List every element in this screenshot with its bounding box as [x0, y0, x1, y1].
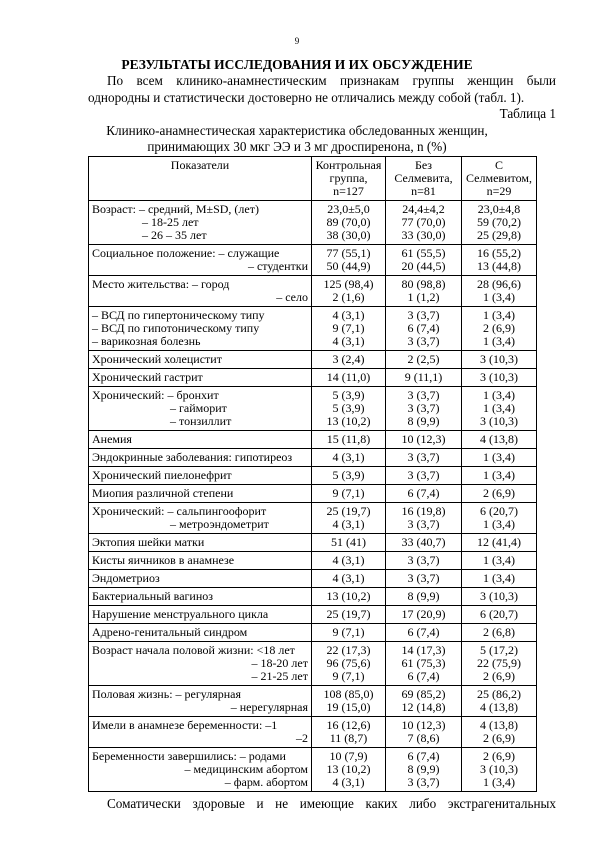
page-number: 9: [294, 36, 300, 46]
value-cell-c2: [386, 570, 462, 588]
value-line: 8 (9,9): [407, 589, 440, 603]
indicator-line: –2: [296, 731, 308, 745]
value-cell-c2: [386, 449, 462, 467]
value-line: 4 (3,1): [332, 571, 365, 585]
value-line: 9 (7,1): [332, 486, 365, 500]
value-cell-c2: [386, 245, 462, 276]
value-line: 3 (3,7): [407, 450, 440, 464]
table-row: [89, 307, 537, 351]
value-line: 3 (10,3): [480, 762, 518, 776]
value-cell-c3: [462, 201, 537, 245]
value-line: 1 (3,4): [483, 334, 515, 348]
value-line: 1 (3,4): [483, 290, 515, 304]
indicator-line: Хронический пиелонефрит: [92, 468, 232, 482]
header-without-selmevit: Без Селмевита, n=81: [386, 157, 462, 201]
row-indicator: [89, 552, 312, 570]
value-line: 9 (11,1): [404, 370, 443, 384]
value-line: 6 (7,4): [407, 669, 440, 683]
value-line: 2 (1,6): [332, 290, 365, 304]
value-cell-c1: [312, 534, 386, 552]
value-line: 33 (30,0): [401, 228, 446, 242]
value-cell-c1: [312, 201, 386, 245]
value-line: 6 (7,4): [407, 749, 440, 763]
value-line: 4 (13,8): [480, 432, 518, 446]
table-row: [89, 642, 537, 686]
table-row: [89, 449, 537, 467]
indicator-line: Возраст: – средний, M±SD, (лет): [92, 202, 259, 216]
value-line: 50 (44,9): [326, 259, 371, 273]
table-row: [89, 245, 537, 276]
table-row: [89, 351, 537, 369]
value-line: 10 (12,3): [401, 432, 446, 446]
row-indicator: [89, 717, 312, 748]
indicator-line: – 18-20 лет: [251, 656, 308, 670]
value-cell-c3: [462, 534, 537, 552]
value-line: 3 (3,7): [407, 571, 440, 585]
value-cell-c2: [386, 748, 462, 792]
value-line: 14 (17,3): [401, 643, 446, 657]
value-line: 10 (12,3): [401, 718, 446, 732]
value-cell-c2: [386, 717, 462, 748]
intro-line-2: однородны и статистически достоверно не отличались между собой (табл. 1).: [88, 90, 525, 105]
value-cell-c3: [462, 717, 537, 748]
value-cell-c1: [312, 717, 386, 748]
indicator-line: Хронический: – бронхит: [92, 388, 219, 402]
value-cell-c3: [462, 449, 537, 467]
value-line: 16 (19,8): [401, 504, 446, 518]
table-row: [89, 276, 537, 307]
value-line: 5 (3,9): [332, 388, 365, 402]
value-line: 2 (6,9): [483, 731, 515, 745]
value-cell-c3: [462, 467, 537, 485]
value-line: 3 (10,3): [480, 589, 518, 603]
value-cell-c1: [312, 748, 386, 792]
indicator-line: – медицинским абортом: [184, 762, 308, 776]
value-line: 3 (3,7): [407, 775, 440, 789]
value-line: 23,0±4,8: [477, 202, 521, 216]
indicator-line: – 21-25 лет: [251, 669, 308, 683]
indicator-line: Хронический гастрит: [92, 370, 203, 384]
value-cell-c1: [312, 588, 386, 606]
value-cell-c1: [312, 307, 386, 351]
value-line: 22 (75,9): [477, 656, 521, 670]
value-line: 80 (98,8): [401, 277, 446, 291]
value-line: 9 (7,1): [332, 625, 365, 639]
value-cell-c1: [312, 449, 386, 467]
value-cell-c1: [312, 503, 386, 534]
value-line: 13 (10,2): [326, 589, 371, 603]
value-line: 12 (41,4): [477, 535, 521, 549]
value-line: 3 (3,7): [407, 553, 440, 567]
value-cell-c1: [312, 431, 386, 449]
row-indicator: [89, 503, 312, 534]
row-indicator: [89, 449, 312, 467]
indicator-line: – метроэндометрит: [170, 517, 269, 531]
table-row: [89, 431, 537, 449]
value-cell-c1: [312, 245, 386, 276]
value-line: 14 (11,0): [326, 370, 371, 384]
value-line: 2 (2,5): [407, 352, 440, 366]
indicator-line: – 18-25 лет: [142, 215, 199, 229]
value-line: 3 (3,7): [407, 388, 440, 402]
value-line: 8 (9,9): [407, 762, 440, 776]
indicator-line: – гайморит: [170, 401, 227, 415]
value-cell-c2: [386, 642, 462, 686]
value-line: 28 (96,6): [477, 277, 521, 291]
value-line: 9 (7,1): [332, 321, 365, 335]
row-indicator: [89, 201, 312, 245]
header-indicators: Показатели: [89, 157, 312, 201]
value-line: 11 (8,7): [329, 731, 368, 745]
value-cell-c2: [386, 606, 462, 624]
value-line: 3 (10,3): [480, 352, 518, 366]
table-row: [89, 485, 537, 503]
indicator-line: Нарушение менструального цикла: [92, 607, 269, 621]
value-line: 61 (75,3): [401, 656, 446, 670]
clinical-table: [88, 156, 537, 792]
value-cell-c1: [312, 369, 386, 387]
value-cell-c2: [386, 431, 462, 449]
value-line: 3 (3,7): [407, 468, 440, 482]
value-line: 69 (85,2): [401, 687, 446, 701]
value-line: 3 (3,7): [407, 401, 440, 415]
value-line: 24,4±4,2: [402, 202, 445, 216]
value-cell-c2: [386, 467, 462, 485]
value-line: 1 (3,4): [483, 308, 515, 322]
value-cell-c3: [462, 351, 537, 369]
value-cell-c3: [462, 642, 537, 686]
value-line: 1 (1,2): [407, 290, 440, 304]
table-row: [89, 503, 537, 534]
table-row: [89, 588, 537, 606]
value-line: 51 (41): [331, 535, 366, 549]
value-line: 4 (3,1): [332, 450, 365, 464]
table-row: [89, 552, 537, 570]
value-line: 13 (10,2): [326, 762, 371, 776]
value-line: 1 (3,4): [483, 401, 515, 415]
value-cell-c2: [386, 201, 462, 245]
value-line: 9 (7,1): [332, 669, 365, 683]
intro-line-1: По всем клинико-анамнестическим признакам группы женщин были: [107, 73, 556, 88]
row-indicator: [89, 369, 312, 387]
row-indicator: [89, 534, 312, 552]
value-cell-c1: [312, 624, 386, 642]
value-cell-c2: [386, 534, 462, 552]
intro-paragraph: [88, 72, 556, 106]
value-cell-c1: [312, 686, 386, 717]
table-row: [89, 686, 537, 717]
table-row: [89, 467, 537, 485]
row-indicator: [89, 624, 312, 642]
value-line: 1 (3,4): [483, 468, 515, 482]
indicator-line: Миопия различной степени: [92, 486, 234, 500]
value-line: 6 (20,7): [480, 504, 518, 518]
value-line: 3 (3,7): [407, 308, 440, 322]
value-cell-c1: [312, 570, 386, 588]
value-line: 4 (3,1): [332, 517, 365, 531]
header-control: Контрольная группа, n=127: [312, 157, 386, 201]
value-cell-c3: [462, 748, 537, 792]
value-cell-c3: [462, 387, 537, 431]
row-indicator: [89, 485, 312, 503]
value-line: 16 (55,2): [477, 246, 521, 260]
indicator-line: Анемия: [92, 432, 132, 446]
row-indicator: [89, 588, 312, 606]
indicator-line: Эктопия шейки матки: [92, 535, 205, 549]
value-line: 13 (44,8): [477, 259, 521, 273]
indicator-line: Бактериальный вагиноз: [92, 589, 214, 603]
value-cell-c3: [462, 686, 537, 717]
header-with-selmevit: С Селмевитом, n=29: [462, 157, 537, 201]
indicator-line: Хронический: – сальпингоофорит: [92, 504, 267, 518]
value-line: 4 (3,1): [332, 334, 365, 348]
value-cell-c1: [312, 467, 386, 485]
value-line: 5 (3,9): [332, 401, 365, 415]
value-cell-c3: [462, 485, 537, 503]
indicator-line: – 26 – 35 лет: [142, 228, 207, 242]
value-line: 3 (3,7): [407, 517, 440, 531]
value-cell-c3: [462, 624, 537, 642]
value-cell-c2: [386, 503, 462, 534]
value-cell-c2: [386, 552, 462, 570]
value-cell-c1: [312, 351, 386, 369]
value-line: 4 (13,8): [480, 700, 518, 714]
value-cell-c1: [312, 642, 386, 686]
value-cell-c3: [462, 245, 537, 276]
value-cell-c1: [312, 276, 386, 307]
table-caption: [0, 123, 594, 155]
value-cell-c3: [462, 369, 537, 387]
indicator-line: Половая жизнь: – регулярная: [92, 687, 242, 701]
value-line: 1 (3,4): [483, 388, 515, 402]
value-line: 1 (3,4): [483, 517, 515, 531]
value-cell-c2: [386, 369, 462, 387]
value-line: 15 (11,8): [326, 432, 371, 446]
row-indicator: [89, 606, 312, 624]
value-line: 25 (19,7): [326, 607, 371, 621]
value-line: 77 (55,1): [326, 246, 371, 260]
section-heading: РЕЗУЛЬТАТЫ ИССЛЕДОВАНИЯ И ИХ ОБСУЖДЕНИЕ: [121, 57, 473, 72]
table-row: [89, 570, 537, 588]
value-cell-c1: [312, 606, 386, 624]
value-cell-c2: [386, 307, 462, 351]
value-line: 5 (17,2): [480, 643, 518, 657]
value-cell-c2: [386, 276, 462, 307]
indicator-line: – ВСД по гипотоническому типу: [92, 321, 260, 335]
value-line: 25 (29,8): [477, 228, 521, 242]
value-line: 2 (6,9): [483, 321, 515, 335]
table-header-row: [89, 157, 537, 201]
indicator-line: – нерегулярная: [230, 700, 308, 714]
value-line: 1 (3,4): [483, 571, 515, 585]
row-indicator: [89, 748, 312, 792]
indicator-line: – ВСД по гипертоническому типу: [92, 308, 265, 322]
value-cell-c2: [386, 387, 462, 431]
caption-line-2: принимающих 30 мкг ЭЭ и 3 мг дроспиренона, n (%): [147, 139, 447, 154]
table-row: [89, 717, 537, 748]
value-cell-c3: [462, 588, 537, 606]
table-row: [89, 387, 537, 431]
value-line: 6 (7,4): [407, 625, 440, 639]
value-line: 59 (70,2): [477, 215, 521, 229]
value-line: 25 (19,7): [326, 504, 371, 518]
value-line: 77 (70,0): [401, 215, 446, 229]
value-line: 5 (3,9): [332, 468, 365, 482]
value-line: 1 (3,4): [483, 553, 515, 567]
row-indicator: [89, 245, 312, 276]
row-indicator: [89, 642, 312, 686]
value-line: 19 (15,0): [326, 700, 371, 714]
value-line: 20 (44,5): [401, 259, 446, 273]
closing-paragraph: Соматически здоровые и не имеющие каких либо экстрагенитальных: [107, 796, 556, 811]
indicator-line: – фарм. абортом: [224, 775, 308, 789]
indicator-line: – студентки: [247, 259, 308, 273]
row-indicator: [89, 431, 312, 449]
value-line: 4 (13,8): [480, 718, 518, 732]
value-line: 1 (3,4): [483, 450, 515, 464]
value-line: 13 (10,2): [326, 414, 371, 428]
value-cell-c2: [386, 686, 462, 717]
value-line: 4 (3,1): [332, 553, 365, 567]
value-cell-c2: [386, 624, 462, 642]
row-indicator: [89, 276, 312, 307]
indicator-line: Эндокринные заболевания: гипотиреоз: [92, 450, 293, 464]
value-line: 3 (10,3): [480, 370, 518, 384]
value-line: 10 (7,9): [329, 749, 368, 763]
indicator-line: Адрено-генитальный синдром: [92, 625, 248, 639]
indicator-line: Кисты яичников в анамнезе: [92, 553, 235, 567]
value-cell-c3: [462, 606, 537, 624]
row-indicator: [89, 351, 312, 369]
value-line: 6 (20,7): [480, 607, 518, 621]
indicator-line: Хронический холецистит: [92, 352, 222, 366]
value-line: 1 (3,4): [483, 775, 515, 789]
table-row: [89, 201, 537, 245]
value-cell-c3: [462, 307, 537, 351]
value-line: 17 (20,9): [401, 607, 446, 621]
value-line: 3 (2,4): [332, 352, 365, 366]
value-cell-c3: [462, 552, 537, 570]
value-line: 33 (40,7): [401, 535, 446, 549]
table-row: [89, 748, 537, 792]
value-line: 25 (86,2): [477, 687, 521, 701]
indicator-line: Эндометриоз: [92, 571, 160, 585]
value-cell-c3: [462, 503, 537, 534]
value-line: 7 (8,6): [407, 731, 440, 745]
value-cell-c1: [312, 485, 386, 503]
value-line: 3 (3,7): [407, 334, 440, 348]
value-cell-c2: [386, 485, 462, 503]
indicator-line: – село: [276, 290, 308, 304]
value-cell-c1: [312, 387, 386, 431]
value-line: 22 (17,3): [326, 643, 371, 657]
row-indicator: [89, 467, 312, 485]
value-cell-c3: [462, 570, 537, 588]
table-row: [89, 369, 537, 387]
value-line: 8 (9,9): [407, 414, 440, 428]
table-row: [89, 534, 537, 552]
value-line: 16 (12,6): [326, 718, 371, 732]
value-line: 108 (85,0): [323, 687, 374, 701]
value-line: 2 (6,9): [483, 749, 515, 763]
value-line: 6 (7,4): [407, 486, 440, 500]
value-line: 38 (30,0): [326, 228, 371, 242]
table-row: [89, 624, 537, 642]
indicator-line: Имели в анамнезе беременности: –1: [92, 718, 278, 732]
indicator-line: Социальное положение: – служащие: [92, 246, 280, 260]
value-cell-c1: [312, 552, 386, 570]
indicator-line: Место жительства: – город: [92, 277, 230, 291]
value-line: 125 (98,4): [323, 277, 374, 291]
value-cell-c3: [462, 431, 537, 449]
table-label: Таблица 1: [499, 106, 556, 121]
value-line: 3 (10,3): [480, 414, 518, 428]
row-indicator: [89, 387, 312, 431]
indicator-line: – тонзиллит: [170, 414, 232, 428]
indicator-line: Возраст начала половой жизни: <18 лет: [92, 643, 295, 657]
value-line: 2 (6,8): [483, 625, 515, 639]
indicator-line: – варикозная болезнь: [92, 334, 201, 348]
row-indicator: [89, 570, 312, 588]
value-line: 12 (14,8): [401, 700, 446, 714]
value-line: 96 (75,6): [326, 656, 371, 670]
row-indicator: [89, 307, 312, 351]
value-cell-c2: [386, 588, 462, 606]
indicator-line: Беременности завершились: – родами: [92, 749, 286, 763]
table-row: [89, 606, 537, 624]
value-line: 89 (70,0): [326, 215, 371, 229]
value-line: 4 (3,1): [332, 308, 365, 322]
row-indicator: [89, 686, 312, 717]
value-cell-c2: [386, 351, 462, 369]
value-line: 23,0±5,0: [327, 202, 370, 216]
value-line: 4 (3,1): [332, 775, 365, 789]
value-cell-c3: [462, 276, 537, 307]
caption-line-1: Клинико-анамнестическая характеристика обследованных женщин,: [106, 123, 488, 138]
value-line: 6 (7,4): [407, 321, 440, 335]
value-line: 2 (6,9): [483, 486, 515, 500]
value-line: 2 (6,9): [483, 669, 515, 683]
value-line: 61 (55,5): [401, 246, 446, 260]
